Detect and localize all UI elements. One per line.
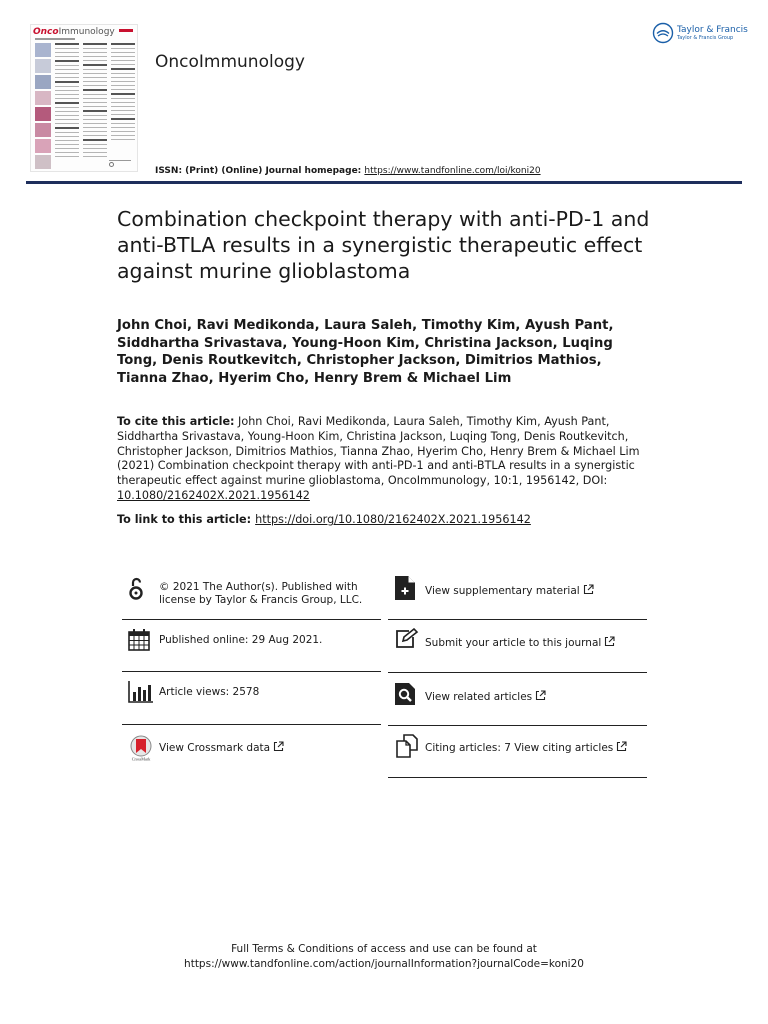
license-text xyxy=(159,581,362,607)
cover-title: OncoImmunology xyxy=(33,27,115,37)
cover-figure xyxy=(35,91,51,105)
cover-subtitle-bar xyxy=(35,38,75,40)
external-link-icon xyxy=(535,690,546,701)
grid-divider xyxy=(388,672,647,673)
license-line: license by Taylor & Francis Group, LLC. xyxy=(159,594,363,606)
grid-divider xyxy=(388,777,647,778)
journal-name: OncoImmunology xyxy=(155,52,305,72)
citation-text: John Choi, Ravi Medikonda, Laura Saleh, Timothy Kim, Ayush Pant, Siddhartha Srivastava, Young-Hoon Kim, Christina Jackson, Luqing Tong, Denis Routkevitch, Christopher Jackson, Dimitrios Mathios, Tianna Zhao, Hyerim Cho, Henry Brem & Michael Lim (2021) Combination checkpoint therapy with anti-PD-1 and anti-BTLA results in a synergistic therapeutic effect against murine glioblastoma, OncoImmunology, 10:1, 1956142, DOI: xyxy=(117,415,640,488)
external-link-icon xyxy=(583,584,594,595)
grid-divider xyxy=(388,725,647,726)
issn-label: ISSN: (Print) (Online) Journal homepage: xyxy=(155,166,365,176)
grid-divider xyxy=(122,724,381,725)
article-views: Article views: 2578 xyxy=(159,686,260,698)
article-title: Combination checkpoint therapy with anti-PD-1 and anti-BTLA results in a synergistic therapeutic effect against murine glioblastoma xyxy=(117,207,650,283)
cover-figure xyxy=(35,123,51,137)
citation-doi-link[interactable]: 10.1080/2162402X.2021.1956142 xyxy=(117,488,310,502)
cover-red-bar xyxy=(119,29,133,32)
terms-line: Full Terms & Conditions of access and use can be found at xyxy=(231,943,537,955)
submit-article-link[interactable]: Submit your article to this journal xyxy=(425,637,602,649)
external-link-icon xyxy=(604,636,615,647)
citing-documents-icon xyxy=(395,734,419,758)
calendar-icon xyxy=(128,629,150,651)
edit-icon xyxy=(395,628,419,650)
cover-publisher-logo xyxy=(109,160,131,167)
citation-label: To cite this article: xyxy=(117,415,235,428)
supplementary-link[interactable]: View supplementary material xyxy=(425,585,580,597)
crossmark-link[interactable]: View Crossmark data xyxy=(159,742,271,754)
bar-chart-icon xyxy=(128,681,154,703)
cover-figure xyxy=(35,43,51,57)
cover-text-column xyxy=(83,43,107,160)
citation-block xyxy=(117,415,652,504)
article-doi-link[interactable]: https://doi.org/10.1080/2162402X.2021.1956142 xyxy=(255,513,531,526)
terms-url[interactable]: https://www.tandfonline.com/action/journalInformation?journalCode=koni20 xyxy=(184,957,584,970)
issn-line xyxy=(155,166,541,176)
external-link-icon xyxy=(616,741,627,752)
published-date: Published online: 29 Aug 2021. xyxy=(159,634,323,646)
header-rule xyxy=(26,181,742,184)
publisher-logo[interactable] xyxy=(652,22,748,44)
external-link-icon xyxy=(273,741,284,752)
cover-figure xyxy=(35,75,51,89)
citing-articles-link[interactable]: Citing articles: 7 View citing articles xyxy=(425,742,614,754)
supplementary-file-icon xyxy=(395,576,415,600)
open-access-icon xyxy=(128,576,144,602)
related-articles-link[interactable]: View related articles xyxy=(425,691,533,703)
grid-divider xyxy=(122,619,381,620)
journal-cover-thumbnail xyxy=(30,24,138,172)
cover-figure xyxy=(35,139,51,153)
terms-footer xyxy=(0,942,768,971)
publisher-group: Taylor & Francis Group xyxy=(677,34,734,41)
cover-text-column xyxy=(55,43,79,160)
journal-homepage-link[interactable]: https://www.tandfonline.com/loi/koni20 xyxy=(364,166,541,176)
cover-figure xyxy=(35,59,51,73)
article-authors: John Choi, Ravi Medikonda, Laura Saleh, Timothy Kim, Ayush Pant, Siddhartha Srivastava, Young-Hoon Kim, Christina Jackson, Luqing Tong, Denis Routkevitch, Christopher Jackson, Dimitrios Mathios, Tianna Zhao, Hyerim Cho, Henry Brem & Michael Lim xyxy=(117,318,614,386)
crossmark-icon xyxy=(128,735,154,761)
grid-divider xyxy=(388,619,647,620)
cover-text-column xyxy=(111,43,135,143)
publisher-name: Taylor & Francis xyxy=(677,24,748,35)
grid-divider xyxy=(122,671,381,672)
crossmark-logo-text: CrossMark xyxy=(131,756,151,761)
license-line: © 2021 The Author(s). Published with xyxy=(159,581,358,593)
search-document-icon xyxy=(395,683,415,705)
publisher-logo-icon xyxy=(652,22,674,44)
cover-figure xyxy=(35,155,51,169)
cover-figure xyxy=(35,107,51,121)
cover-figure-thumbnails xyxy=(35,43,51,171)
article-link-label: To link to this article: xyxy=(117,513,252,526)
article-link-line xyxy=(117,513,652,528)
